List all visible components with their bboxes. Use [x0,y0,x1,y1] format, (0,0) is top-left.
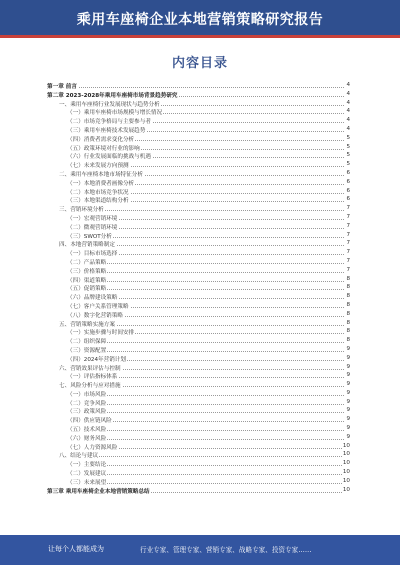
dot-leader [67,263,344,264]
dot-leader [67,351,344,352]
toc-entry-title: （二）发展建议 [67,471,107,478]
toc-entry-page: 8 [346,301,350,308]
toc-entry-page: 6 [346,178,350,185]
toc-entry-title: （三）政策风险 [67,409,107,416]
toc-entry-title: （二）竞争风险 [67,400,107,407]
toc-entry-title: （三）SWOT分析 [67,233,112,240]
toc-entry-title: （一）实施步骤与时间安排 [67,330,135,337]
toc-entry-page: 7 [346,249,350,256]
toc-entry-title: （一）本地消费者画像分析 [67,180,135,187]
report-title: 乘用车座椅企业本地营销策略研究报告 [76,12,324,28]
toc-entry-title: （二）组织保障 [67,339,107,346]
toc-entry-title: （六）品牌建设策略 [67,295,118,302]
toc-entry[interactable] [47,284,350,293]
toc-entry[interactable] [47,240,350,249]
toc-entry[interactable] [47,346,350,355]
toc-entry-title: （四）供应链风险 [67,418,112,425]
toc-entry-page: 6 [346,187,350,194]
toc-entry-title: 第二章 2023-2028年乘用车座椅市场背景趋势研究 [47,92,178,99]
footer-expert-list: 行业专家、管理专家、营销专家、战略专家、投资专家…… [140,546,312,554]
toc-entry[interactable] [47,451,350,460]
toc-entry-title: （三）本地渠道结构分析 [67,198,129,205]
toc-entry-title: （六）行业发展面临的挑战与机遇 [67,154,151,161]
toc-entry-page: 8 [346,337,350,344]
toc-entry[interactable] [47,399,350,408]
toc-entry-page: 8 [346,284,350,291]
toc-entry-title: （二）微观营销环境 [67,224,118,231]
toc-entry-page: 4 [346,108,350,115]
toc-entry-title: 五、营销策略实施方案 [59,321,115,328]
toc-entry[interactable] [47,188,350,197]
toc-entry[interactable] [47,91,350,100]
toc-entry-page: 7 [346,231,350,238]
toc-entry[interactable] [47,223,350,232]
toc-entry-title: （四）2024年营销计划 [67,356,126,363]
toc-entry[interactable] [47,381,350,390]
toc-entry-title: 四、本地营销策略制定 [59,242,115,249]
toc-entry[interactable] [47,170,350,179]
toc-entry-title: （二）市场竞争格局与主要参与者 [67,119,151,126]
toc-entry-title: （一）乘用车座椅市场规模与增长情况 [67,110,163,117]
toc-entry-page: 7 [346,266,350,273]
toc-entry-page: 9 [346,354,350,361]
toc-entry[interactable] [47,443,350,452]
toc-entry-page: 9 [346,381,350,388]
toc-entry-title: （二）产品策略 [67,259,107,266]
footer-slogan: 让每个人都能成为 [48,545,104,553]
page-header [0,0,400,38]
toc-entry-title: 七、风险分析与应对措施 [59,383,121,390]
dot-leader [67,412,344,413]
toc-entry-page: 10 [342,477,350,484]
toc-entry[interactable] [47,258,350,267]
toc-entry[interactable] [47,276,350,285]
toc-entry[interactable] [47,311,350,320]
toc-entry[interactable] [47,320,350,329]
toc-entry-page: 9 [346,433,350,440]
toc-entry-page: 8 [346,319,350,326]
dot-leader [67,430,344,431]
toc-entry[interactable] [47,249,350,258]
toc-entry-page: 10 [342,460,350,467]
toc-entry[interactable] [47,460,350,469]
toc-entry[interactable] [47,478,350,487]
toc-entry[interactable] [47,82,350,91]
toc-entry-page: 10 [342,442,350,449]
toc-entry[interactable] [47,267,350,276]
toc-entry-page: 5 [346,161,350,168]
toc-entry-title: （一）目标市场选择 [67,251,118,258]
toc-entry-page: 5 [346,134,350,141]
header-accent-stripe [0,35,400,38]
dot-leader [67,289,344,290]
toc-entry-page: 10 [342,469,350,476]
toc-entry-title: （三）未来展望 [67,479,107,486]
toc-entry-page: 8 [346,310,350,317]
toc-entry[interactable] [47,117,350,126]
toc-entry-title: 一、乘用车座椅行业发展现状与趋势分析 [59,101,160,108]
toc-heading: 内容目录 [171,56,228,71]
dot-leader [67,474,344,475]
dot-leader [67,404,344,405]
toc-entry-title: （四）渠道策略 [67,277,107,284]
toc-entry[interactable] [47,434,350,443]
dot-leader [67,483,344,484]
toc-entry-page: 9 [346,425,350,432]
toc-entry-page: 9 [346,416,350,423]
toc-entry-page: 7 [346,257,350,264]
dot-leader [59,456,344,457]
toc-entry[interactable] [47,161,350,170]
toc-entry-page: 4 [346,99,350,106]
dot-leader [67,465,344,466]
toc-entry-page: 8 [346,275,350,282]
dot-leader [47,87,344,88]
toc-entry-page: 10 [342,451,350,458]
toc-entry-page: 4 [346,82,350,88]
toc-entry[interactable] [47,126,350,135]
toc-entry[interactable] [47,416,350,425]
toc-entry[interactable] [47,179,350,188]
toc-entry[interactable] [47,372,350,381]
toc-entry-title: （二）本地市场竞争状况 [67,189,129,196]
toc-entry-title: （七）客户关系管理策略 [67,303,129,310]
toc-entry[interactable] [47,293,350,302]
toc-entry-page: 7 [346,222,350,229]
toc-entry-page: 9 [346,345,350,352]
toc-entry-page: 7 [346,213,350,220]
toc-entry-title: （四）消费者需求变化分析 [67,136,135,143]
toc-entry[interactable] [47,196,350,205]
toc-entry-title: 二、乘用车座椅本地市场特征分析 [59,171,143,178]
toc-entry-page: 8 [346,293,350,300]
toc-entry[interactable] [47,469,350,478]
toc-entry-page: 6 [346,196,350,203]
toc-entry[interactable] [47,100,350,109]
toc-entry[interactable] [47,328,350,337]
toc-entry[interactable] [47,135,350,144]
toc-entry[interactable] [47,302,350,311]
toc-entry[interactable] [47,355,350,364]
toc-entry-page: 9 [346,363,350,370]
toc-entry-page: 4 [346,125,350,132]
toc-entry-page: 10 [342,486,350,493]
toc-entry-page: 9 [346,407,350,414]
toc-entry-title: 八、结论与建议 [59,453,99,460]
toc-entry-page: 7 [346,205,350,212]
toc-entry-title: （五）促销策略 [67,286,107,293]
toc-entry[interactable] [47,390,350,399]
toc-entry-title: （七）人力资源风险 [67,444,118,451]
toc-entry[interactable] [47,487,350,496]
toc-entry[interactable] [47,152,350,161]
toc-entry[interactable] [47,337,350,346]
table-of-contents [47,82,350,495]
toc-entry-title: （五）技术风险 [67,427,107,434]
toc-entry[interactable] [47,205,350,214]
toc-entry-title: （一）宏观营销环境 [67,215,118,222]
toc-entry-title: （三）乘用车座椅技术发展趋势 [67,127,146,134]
toc-entry-page: 9 [346,389,350,396]
toc-entry-title: 第三章 乘用车座椅企业本地营销策略总结 [47,488,150,495]
toc-entry[interactable] [47,425,350,434]
toc-entry-title: （七）未来发展方向预测 [67,163,129,170]
toc-entry-page: 7 [346,240,350,247]
toc-entry-page: 9 [346,372,350,379]
dot-leader [67,281,344,282]
dot-leader [67,272,344,273]
toc-entry-title: 六、营销效果评估与控制 [59,365,121,372]
dot-leader [67,342,344,343]
toc-entry-page: 5 [346,152,350,159]
toc-entry[interactable] [47,108,350,117]
toc-entry[interactable] [47,214,350,223]
toc-entry[interactable] [47,232,350,241]
toc-entry-title: （一）主要结论 [67,462,107,469]
toc-entry-page: 6 [346,169,350,176]
toc-entry-page: 8 [346,328,350,335]
dot-leader [67,395,344,396]
toc-entry-title: （三）资源配置 [67,347,107,354]
toc-entry-title: （六）财务风险 [67,435,107,442]
toc-entry-title: （八）数字化营销策略 [67,312,123,319]
toc-entry-page: 5 [346,143,350,150]
toc-entry-title: （五）政策环境对行业的影响 [67,145,140,152]
toc-entry-page: 9 [346,398,350,405]
toc-entry[interactable] [47,364,350,373]
toc-entry-title: （三）价格策略 [67,268,107,275]
toc-entry[interactable] [47,407,350,416]
toc-entry-title: 第一章 前言 [47,84,77,90]
toc-entry[interactable] [47,144,350,153]
page-footer [0,535,400,565]
dot-leader [67,439,344,440]
toc-entry-title: （一）评估指标体系 [67,374,118,381]
toc-entry-page: 4 [346,117,350,124]
toc-entry-title: （一）市场风险 [67,391,107,398]
toc-entry-title: 三、营销环境分析 [59,207,104,214]
toc-entry-page: 4 [346,90,350,97]
